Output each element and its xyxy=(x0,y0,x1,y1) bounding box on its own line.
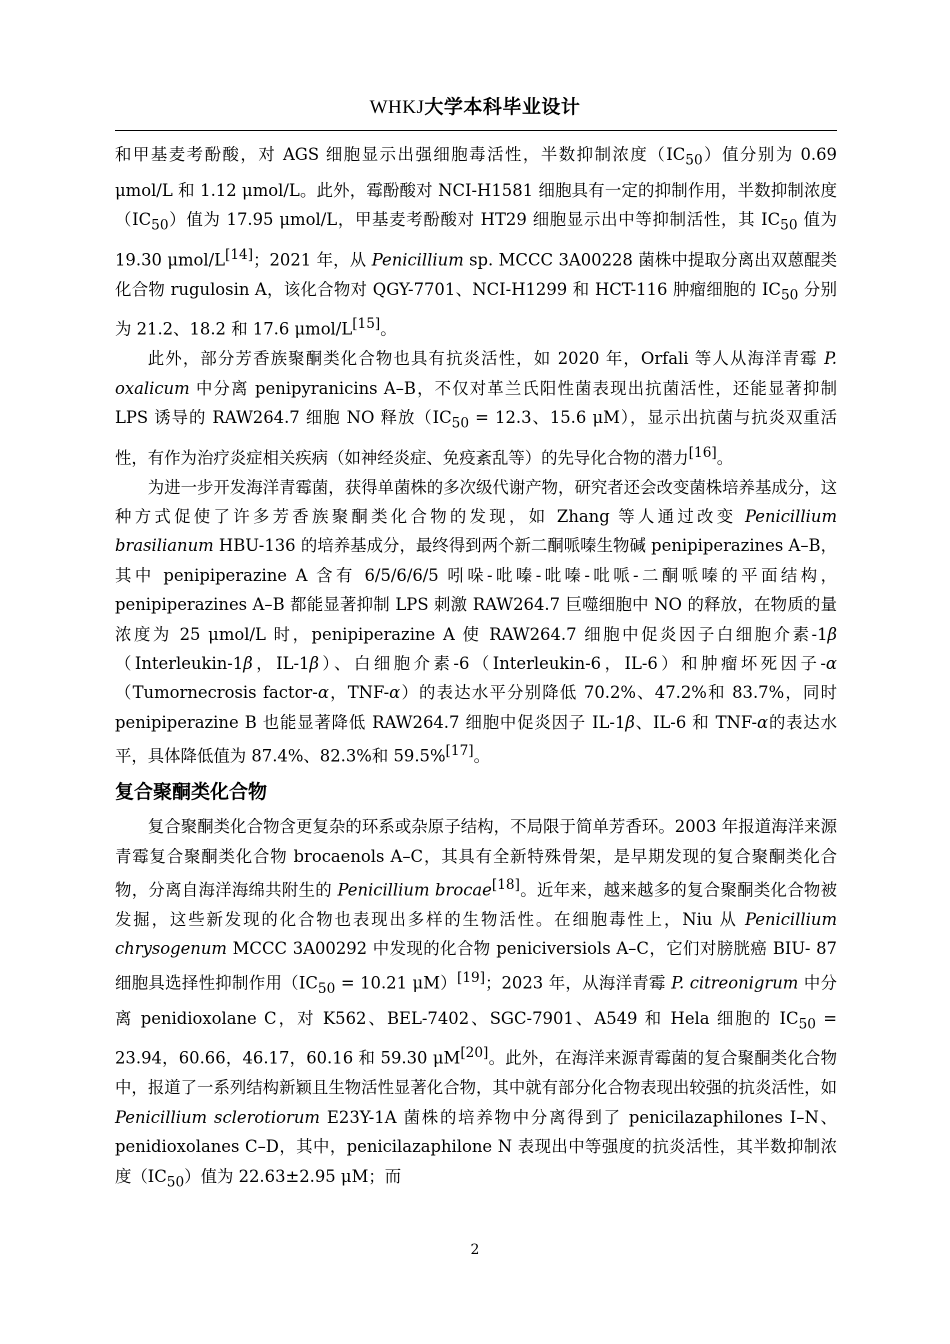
page-header-title xyxy=(0,92,950,119)
header-brand: WHKJ xyxy=(369,97,425,118)
paragraph-culture-medium: 为进一步开发海洋青霉菌，获得单菌株的多次级代谢产物，研究者还会改变菌株培养基成分，这种方式促使了许多芳香族聚酮类化合物的发现，如 Zhang 等人通过改变 Penicillium brasilianum HBU-136 的培养基成分，最终得到两个新二酮哌嗪生物碱 penipiperazines A–B，其中 penipiperazine A 含有 6/5/6/6/5 吲哚-吡嗪-吡嗪-吡哌-二酮哌嗪的平面结构，penipiperazines A–B 都能显著抑制 LPS 刺激 RAW264.7 巨噬细胞中 NO 的释放，在物质的量浓度为 25 μmol/L 时，penipiperazine A 使 RAW264.7 细胞中促炎因子白细胞介素-1β（Interleukin-1β，IL-1β）、白细胞介素-6（Interleukin-6，IL-6）和肿瘤坏死因子-α（Tumornecrosis factor-α，TNF-α）的表达水平分别降低 70.2%、47.2%和 83.7%，同时 penipiperazine B 也能显著降低 RAW264.7 细胞中促炎因子 IL-1β、IL-6 和 TNF-α的表达水平，具体降低值为 87.4%、82.3%和 59.5%[17]。 xyxy=(115,477,837,766)
paragraph-continued: 和甲基麦考酚酸，对 AGS 细胞显示出强细胞毒活性，半数抑制浓度$(IC_{50})$值分别为 0.69 μmol/L 和 1.12 μmol/L。此外，霉酚酸对 NCI-H1581 细胞具有一定的抑制作用，半数抑制浓度$(IC_{50})$值为 17.95 μmol/L，甲基麦考酚酸对 HT29 细胞显示出中等抑制活性，其 $IC_{50}$ 值为 19.30 μmol/L[14]；2021 年，从 Penicillium sp. MCCC 3A00228 菌株中提取分离出双蒽醌类化合物 rugulosin A，该化合物对 QGY-7701、NCI-H1299 和 HCT-116 肿瘤细胞的 $IC_{50}$ 分别为 21.2、18.2 和 17.6 μmol/L[15]。 xyxy=(115,145,837,339)
paragraph-anti-inflammatory: 此外，部分芳香族聚酮类化合物也具有抗炎活性，如 2020 年，Orfali 等人从海洋青霉 P. oxalicum 中分离 penipyranicins A–B，不仅对革兰氏阳性菌表现出抗菌活性，还能显著抑制 LPS 诱导的 RAW264.7 细胞 NO 释放（$IC_{50} = 12.3$、15.6 μM），显示出抗菌与抗炎双重活性，有作为治疗炎症相关疾病（如神经炎症、免疫紊乱等）的先导化合物的潜力[16]。 xyxy=(115,349,837,468)
body-text xyxy=(115,140,837,1197)
page-number: 2 xyxy=(470,1242,480,1258)
header-subtitle: 大学本科毕业设计 xyxy=(424,96,581,118)
section-heading: 复合聚酮类化合物 xyxy=(115,781,268,804)
header-divider xyxy=(115,130,837,131)
paragraph-complex-polyketides: 复合聚酮类化合物含更复杂的环系或杂原子结构，不局限于简单芳香环。2003 年报道海洋来源青霉复合聚酮类化合物 brocaenols A–C，其具有全新特殊骨架，是早期发现的复合聚酮类化合物，分离自海洋海绵共附生的 Penicillium brocae[18]。近年来，越来越多的复合聚酮类化合物被发掘，这些新发现的化合物也表现出多样的生物活性。在细胞毒性上，Niu 从 Penicillium chrysogenum MCCC 3A00292 中发现的化合物 peniciversiols A–C，它们对膀胱癌 BIU- 87 细胞具选择性抑制作用（$IC_{50} = 10.21$ μM）[19]；2023 年，从海洋青霉 P. citreonigrum 中分离 penidioxolane C，对 K562、BEL-7402、SGC-7901、A549 和 Hela 细胞的 $IC_{50} = 23.94$，60.66，46.17，60.16 和 59.30 μM[20]。此外，在海洋来源青霉菌的复合聚酮类化合物中，报道了一系列结构新颖且生物活性显著化合物，其中就有部分化合物表现出较强的抗炎活性，如 Penicillium sclerotiorum E23Y-1A 菌株的培养物中分离得到了 penicilazaphilones I–N、penidioxolanes C–D，其中，penicilazaphilone N 表现出中等强度的抗炎活性，其半数抑制浓度$(IC_{50})$值为 22.63±2.95 μM；而 xyxy=(115,817,838,1190)
